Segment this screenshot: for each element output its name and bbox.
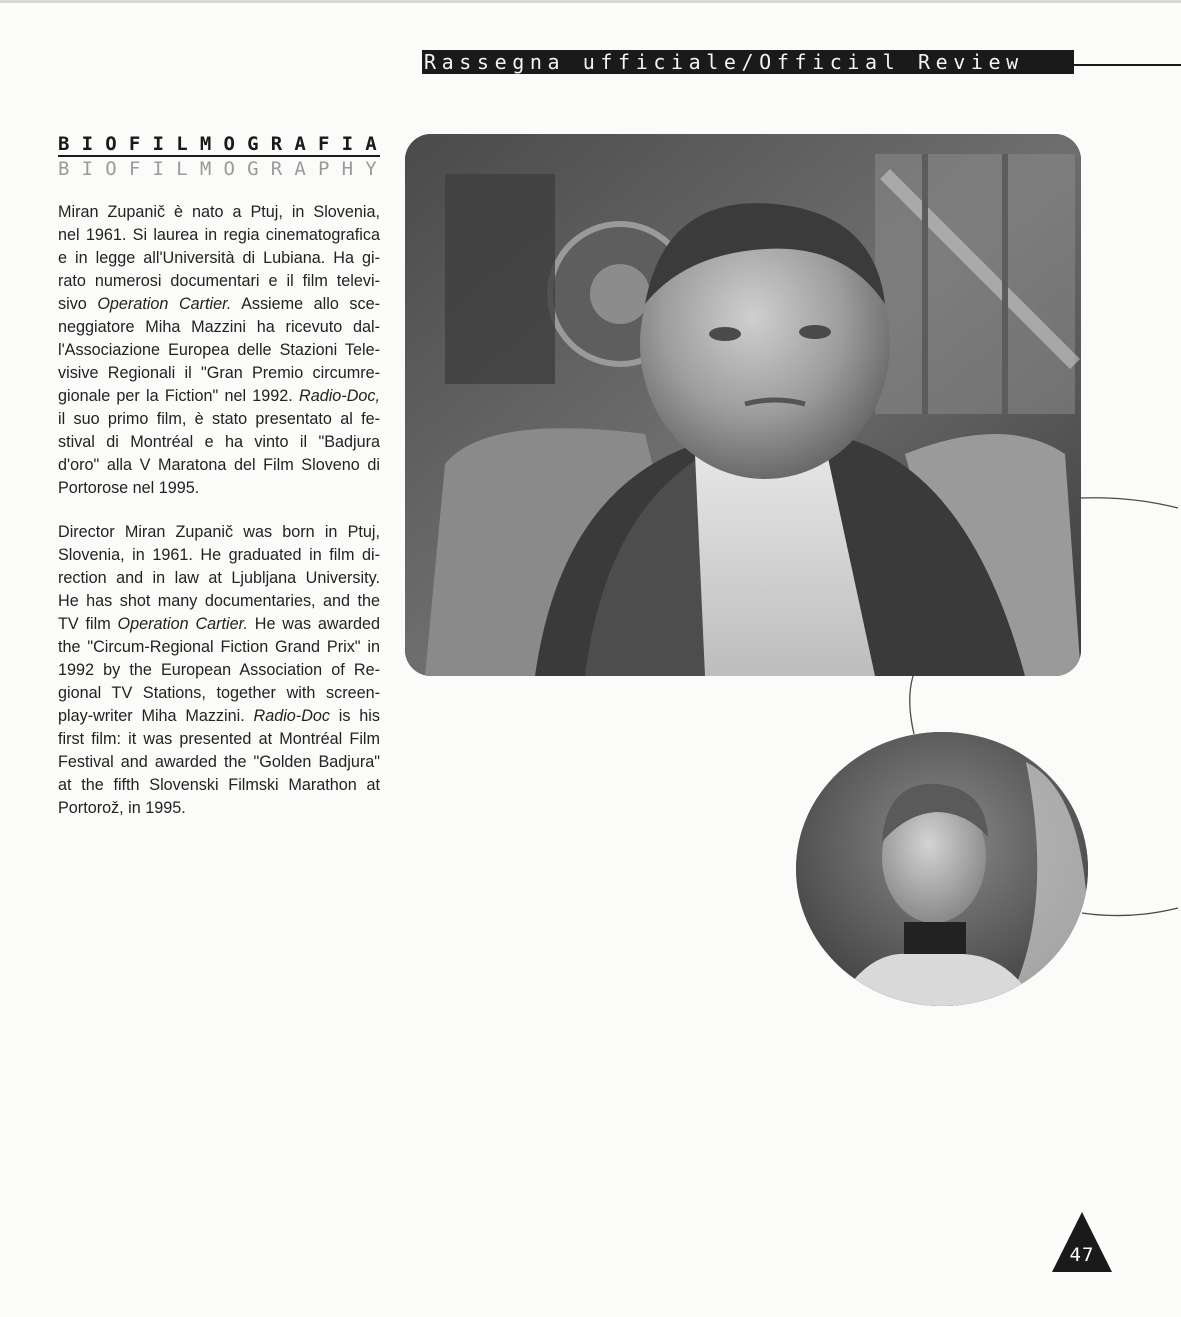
bio-line: stival di Montréal e ha vinto il "Badjura (58, 433, 380, 451)
bio-line: Miran Zupanič è nato a Ptuj, in Slovenia, (58, 203, 380, 221)
page-number: 47 (1069, 1244, 1095, 1266)
bio-line: play-writer Miha Mazzini. Radio-Doc is his (58, 707, 380, 725)
bio-line: gional TV Stations, together with screen- (58, 684, 380, 702)
bio-line: Portorož, in 1995. (58, 799, 186, 817)
header-rule (1074, 64, 1181, 66)
bio-line: Portorose nel 1995. (58, 479, 200, 497)
biography-english (58, 521, 380, 820)
bio-line: the "Circum-Regional Fiction Grand Prix" in (58, 638, 380, 656)
bio-line: neggiatore Miha Mazzini ha ricevuto dal- (58, 318, 380, 336)
section-title: BIOFILMOGRAFIA (58, 133, 389, 155)
bio-line: Director Miran Zupanič was born in Ptuj, (58, 523, 380, 541)
film-title: Radio-Doc (253, 707, 330, 725)
section-subtitle: BIOFILMOGRAPHY (58, 158, 389, 180)
bio-line: visive Regionali il "Gran Premio circumre- (58, 364, 380, 382)
bio-line: il suo primo film, è stato presentato al fe- (58, 410, 380, 428)
film-title: Operation Cartier. (97, 295, 232, 313)
bio-line: gionale per la Fiction" nel 1992. Radio-Doc, (58, 387, 380, 405)
bio-line: l'Associazione Europea delle Stazioni Tele- (58, 341, 380, 359)
bio-line: e in legge all'Università di Lubiana. Ha gi- (58, 249, 380, 267)
film-still-circular (796, 732, 1088, 1006)
bio-line: at the fifth Slovenski Filmski Marathon at (58, 776, 380, 794)
film-title: Radio-Doc, (299, 387, 380, 405)
bio-line: TV film Operation Cartier. He was awarded (58, 615, 380, 633)
page-top-edge (0, 0, 1181, 3)
bio-line: rection and in law at Ljubljana University. (58, 569, 380, 587)
bio-line: 1992 by the European Association of Re- (58, 661, 380, 679)
bio-line: sivo Operation Cartier. Assieme allo sce- (58, 295, 380, 313)
film-still-main (405, 134, 1081, 676)
section-rule (58, 155, 380, 157)
bio-line: He has shot many documentaries, and the (58, 592, 380, 610)
running-header (422, 50, 1181, 74)
bio-line: rato numerosi documentari e il film televi- (58, 272, 380, 290)
bio-line: Slovenia, in 1961. He graduated in film di- (58, 546, 380, 564)
header-title: Rassegna ufficiale/Official Review (422, 50, 1074, 74)
bio-line: d'oro" alla V Maratona del Film Sloveno di (58, 456, 380, 474)
film-title: Operation Cartier. (117, 615, 248, 633)
bio-line: Festival and awarded the "Golden Badjura" (58, 753, 380, 771)
bio-line: first film: it was presented at Montréal Film (58, 730, 380, 748)
biography-italian (58, 201, 380, 500)
bio-line: nel 1961. Si laurea in regia cinematografica (58, 226, 380, 244)
